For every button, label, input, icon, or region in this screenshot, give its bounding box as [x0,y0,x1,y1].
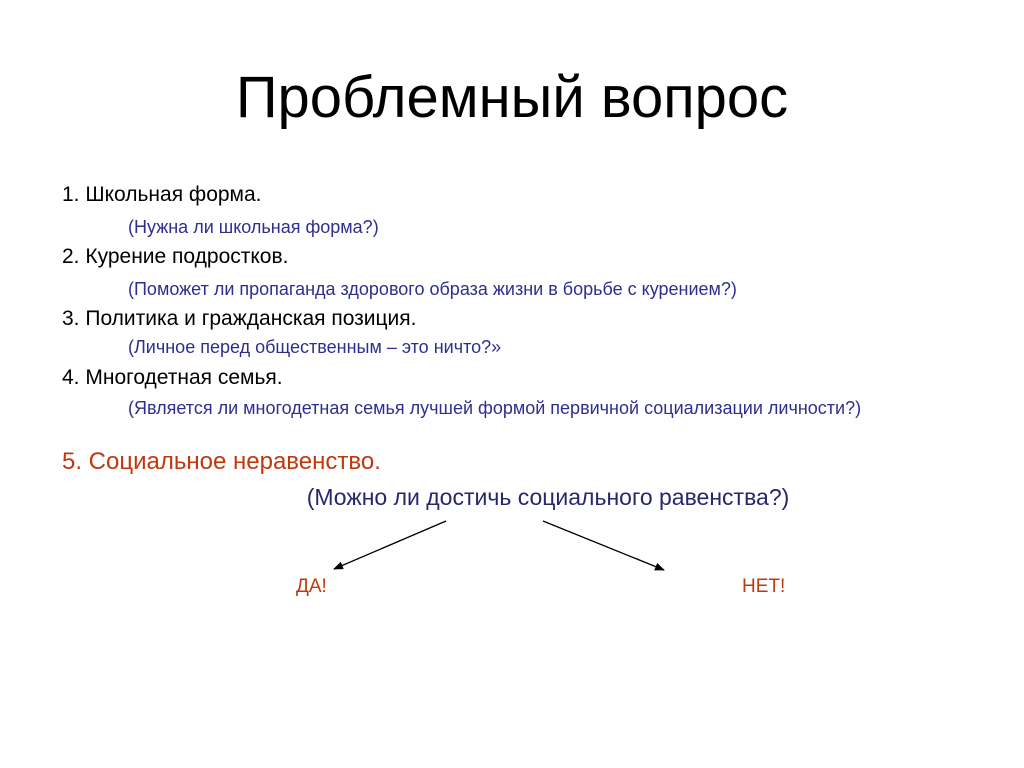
item-school-uniform: 1. Школьная форма. [62,183,262,206]
item-teen-smoking: 2. Курение подростков. [62,245,289,268]
arrow-to-yes [334,521,446,569]
question-large-family: (Является ли многодетная семья лучшей формой первичной социализации личности?) [128,398,862,418]
answer-yes: ДА! [296,576,327,597]
arrow-to-no [543,521,664,570]
question-politics-civic: (Личное перед общественным – это ничто?» [128,337,502,357]
slide-title: Проблемный вопрос [235,65,789,130]
question-teen-smoking: (Поможет ли пропаганда здорового образа жизни в борьбе с курением?) [128,279,737,299]
question-social-inequality: (Можно ли достичь социального равенства?) [306,484,790,510]
item-politics-civic: 3. Политика и гражданская позиция. [62,307,417,330]
answer-no: НЕТ! [742,576,786,597]
item-social-inequality: 5. Социальное неравенство. [62,448,381,475]
item-large-family: 4. Многодетная семья. [62,366,283,389]
question-school-uniform: (Нужна ли школьная форма?) [128,217,379,237]
